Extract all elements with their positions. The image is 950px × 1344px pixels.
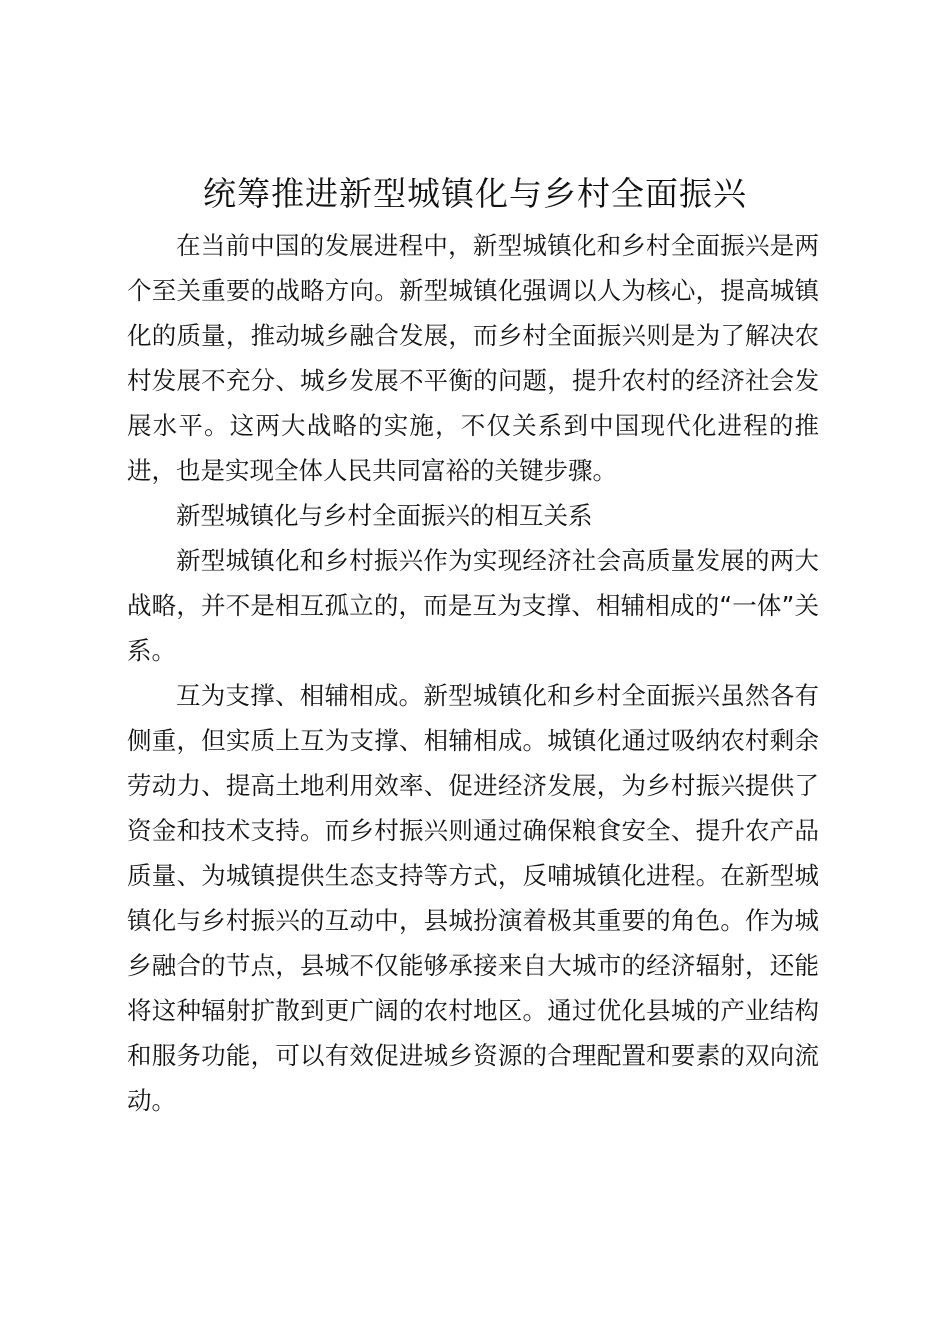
document-body [127,223,819,1123]
body-paragraph: 互为支撑、相辅相成。新型城镇化和乡村全面振兴虽然各有侧重，但实质上互为支撑、相辅相成。城镇化通过吸纳农村剩余劳动力、提高土地利用效率、促进经济发展，为乡村振兴提供了资金和技术支持。而乡村振兴则通过确保粮食安全、提升农产品质量、为城镇提供生态支持等方式，反哺城镇化进程。在新型城镇化与乡村振兴的互动中，县城扮演着极其重要的角色。作为城乡融合的节点，县城不仅能够承接来自大城市的经济辐射，还能将这种辐射扩散到更广阔的农村地区。通过优化县城的产业结构和服务功能，可以有效促进城乡资源的合理配置和要素的双向流动。 [127,681,819,1115]
body-paragraph: 新型城镇化和乡村振兴作为实现经济社会高质量发展的两大战略，并不是相互孤立的，而是互为支撑、相辅相成的“一体”关系。 [127,546,819,665]
intro-paragraph: 在当前中国的发展进程中，新型城镇化和乡村全面振兴是两个至关重要的战略方向。新型城镇化强调以人为核心，提高城镇化的质量，推动城乡融合发展，而乡村全面振兴则是为了解决农村发展不充分、城乡发展不平衡的问题，提升农村的经济社会发展水平。这两大战略的实施，不仅关系到中国现代化进程的推进，也是实现全体人民共同富裕的关键步骤。 [127,231,819,485]
section-heading: 新型城镇化与乡村全面振兴的相互关系 [176,501,593,530]
document-title: 统筹推进新型城镇化与乡村全面振兴 [203,174,747,213]
